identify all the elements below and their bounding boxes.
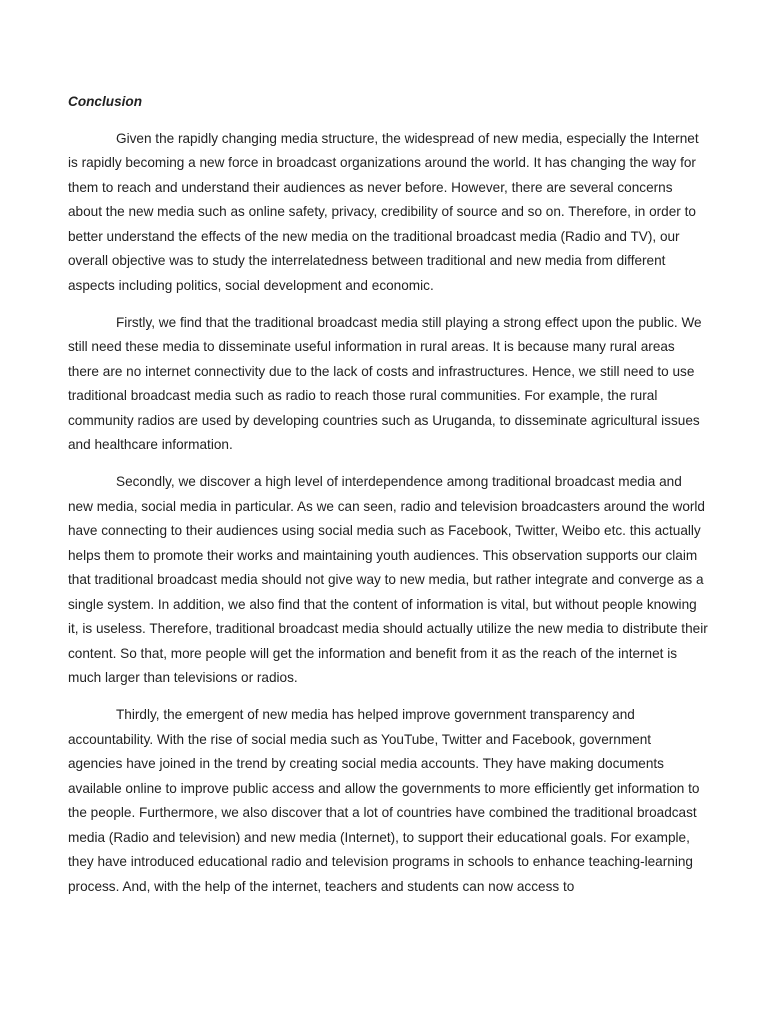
paragraph-intro: Given the rapidly changing media structure, the widespread of new media, especially the Internet is rapidly becoming a new force in broadcast organizations around the world. It has changing the way for them to reach and understand their audiences as never before. However, there are several concerns about the new media such as online safety, privacy, credibility of source and so on. Therefore, in order to better understand the effects of the new media on the traditional broadcast media (Radio and TV), our overall objective was to study the interrelatedness between traditional and new media from different aspects including politics, social development and economic. — [68, 130, 699, 293]
paragraph-thirdly: Thirdly, the emergent of new media has helped improve government transparency and accountability. With the rise of social media such as YouTube, Twitter and Facebook, government agencies have joined in the trend by creating social media accounts. They have making documents available online to improve public access and allow the governments to more efficiently get information to the people. Furthermore, we also discover that a lot of countries have combined the traditional broadcast media (Radio and television) and new media (Internet), to support their educational goals. For example, they have introduced educational radio and television programs in schools to enhance teaching-learning process. And, with the help of the internet, teachers and students can now access to — [68, 707, 700, 894]
document-body — [68, 90, 708, 912]
section-heading: Conclusion — [68, 94, 143, 109]
paragraph-secondly: Secondly, we discover a high level of interdependence among traditional broadcast media and new media, social media in particular. As we can seen, radio and television broadcasters around the world have connecting to their audiences using social media such as Facebook, Twitter, Weibo etc. this actually helps them to promote their works and maintaining youth audiences. This observation supports our claim that traditional broadcast media should not give way to new media, but rather integrate and converge as a single system. In addition, we also find that the content of information is vital, but without people knowing it, is useless. Therefore, traditional broadcast media should actually utilize the new media to distribute their content. So that, more people will get the information and benefit from it as the reach of the internet is much larger than televisions or radios. — [68, 474, 708, 685]
paragraph-firstly: Firstly, we find that the traditional broadcast media still playing a strong effect upon the public. We still need these media to disseminate useful information in rural areas. It is because many rural areas there are no internet connectivity due to the lack of costs and infrastructures. Hence, we still need to use traditional broadcast media such as radio to reach those rural communities. For example, the rural community radios are used by developing countries such as Uruganda, to disseminate agricultural issues and healthcare information. — [68, 314, 702, 452]
